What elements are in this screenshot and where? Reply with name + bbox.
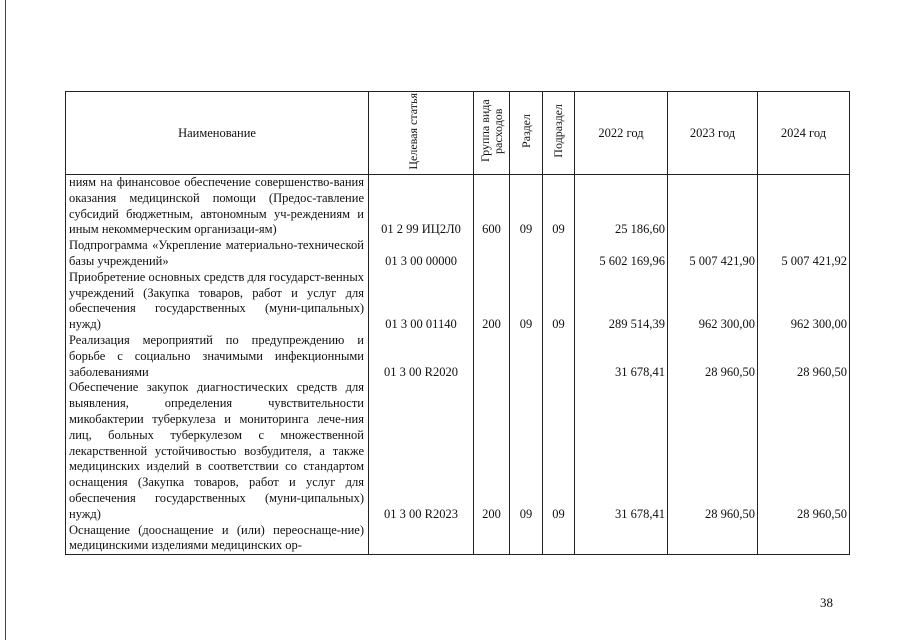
row-target: 01 3 00 R2023 xyxy=(369,380,474,522)
row-2022: 31 678,41 xyxy=(575,380,668,522)
row-subsection: 09 xyxy=(543,175,575,239)
header-section xyxy=(510,92,543,175)
row-2022: 5 602 169,96 xyxy=(575,238,668,270)
row-2023 xyxy=(668,175,758,239)
header-group-text: Группа вида расходов xyxy=(477,99,505,163)
header-subsection-text: Подраздел xyxy=(551,104,565,158)
row-subsection: 09 xyxy=(543,380,575,522)
table-body xyxy=(66,175,850,555)
row-name: Оснащение (дооснащение и (или) переоснаще-ние) медицинскими изделиями медицинских ор- xyxy=(66,523,369,555)
row-subsection: 09 xyxy=(543,270,575,333)
header-name-text: Наименование xyxy=(178,125,256,140)
row-target: 01 3 00 R2020 xyxy=(369,333,474,380)
table-row xyxy=(66,523,850,555)
row-group xyxy=(474,523,510,555)
table-row xyxy=(66,270,850,333)
row-2022: 289 514,39 xyxy=(575,270,668,333)
row-2022: 25 186,60 xyxy=(575,175,668,239)
row-2022: 31 678,41 xyxy=(575,333,668,380)
row-name: Реализация мероприятий по предупреждению и борьбе с социально значимыми инфекционными заболеваниями xyxy=(66,333,369,380)
row-2024: 28 960,50 xyxy=(758,380,850,522)
row-2023: 28 960,50 xyxy=(668,380,758,522)
header-2022 xyxy=(575,92,668,175)
row-name: Приобретение основных средств для государст-венных учреждений (Закупка товаров, работ и услуг для обеспечения государственных (муни-ципальных) нужд) xyxy=(66,270,369,333)
row-2024: 962 300,00 xyxy=(758,270,850,333)
row-target: 01 3 00 00000 xyxy=(369,238,474,270)
row-subsection xyxy=(543,238,575,270)
row-group: 200 xyxy=(474,380,510,522)
table-header xyxy=(66,92,850,175)
header-2023 xyxy=(668,92,758,175)
row-section xyxy=(510,523,543,555)
page-number: 38 xyxy=(820,595,833,610)
row-section: 09 xyxy=(510,175,543,239)
table-row xyxy=(66,238,850,270)
row-2024 xyxy=(758,175,850,239)
row-name: Обеспечение закупок диагностических средств для выявления, определения чувствительности микобактерии туберкулеза и мониторинга лече-ния лиц, больных туберкулезом с множественной лекарственной устойчивостью возбудителя, а также медицинских изделий в соответствии со стандартом оснащения (Закупка товаров, работ и услуг для обеспечения государственных (муни-ципальных) нужд) xyxy=(66,380,369,522)
table-row xyxy=(66,380,850,522)
row-section: 09 xyxy=(510,270,543,333)
row-2023 xyxy=(668,523,758,555)
row-section xyxy=(510,238,543,270)
row-subsection xyxy=(543,333,575,380)
row-section: 09 xyxy=(510,380,543,522)
row-group xyxy=(474,238,510,270)
header-2024 xyxy=(758,92,850,175)
row-section xyxy=(510,333,543,380)
row-group: 200 xyxy=(474,270,510,333)
header-2022-text: 2022 год xyxy=(598,125,644,140)
row-2024 xyxy=(758,523,850,555)
header-section-text: Раздел xyxy=(518,114,533,148)
table-row xyxy=(66,175,850,239)
row-subsection xyxy=(543,523,575,555)
row-group xyxy=(474,333,510,380)
row-2022 xyxy=(575,523,668,555)
header-subsection xyxy=(543,92,575,175)
row-name: ниям на финансовое обеспечение совершенство-вания оказания медицинской помощи (Предос-тавление субсидий бюджетным, автономным уч-реждениям и иным некоммерческим организаци-ям) xyxy=(66,175,369,239)
row-target: 01 3 00 01140 xyxy=(369,270,474,333)
binding-rule xyxy=(5,0,6,640)
row-target: 01 2 99 ИЦ2Л0 xyxy=(369,175,474,239)
table-row xyxy=(66,333,850,380)
header-2024-text: 2024 год xyxy=(780,125,827,140)
budget-table xyxy=(65,91,850,555)
header-target-text: Целевая статья xyxy=(406,92,420,170)
header-group xyxy=(474,92,510,175)
header-target xyxy=(369,92,474,175)
row-target xyxy=(369,523,474,555)
row-2024: 5 007 421,92 xyxy=(758,238,850,270)
row-2023: 5 007 421,90 xyxy=(668,238,758,270)
row-2023: 28 960,50 xyxy=(668,333,758,380)
row-group: 600 xyxy=(474,175,510,239)
header-name xyxy=(66,92,369,175)
row-name: Подпрограмма «Укрепление материально-технической базы учреждений» xyxy=(66,238,369,270)
row-2023: 962 300,00 xyxy=(668,270,758,333)
header-2023-text: 2023 год xyxy=(689,125,736,140)
row-2024: 28 960,50 xyxy=(758,333,850,380)
